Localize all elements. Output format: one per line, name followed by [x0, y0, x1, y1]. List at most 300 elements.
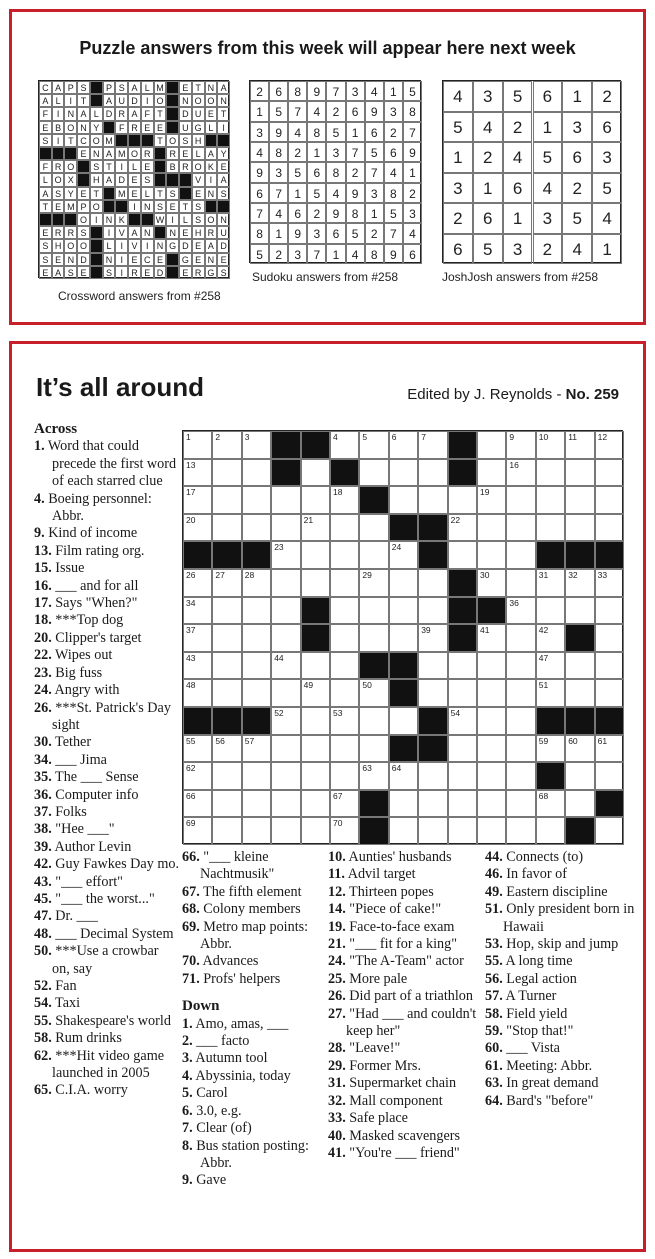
- grid-square[interactable]: [271, 652, 300, 680]
- grid-square[interactable]: [389, 569, 418, 597]
- answer-cell: [39, 266, 52, 279]
- grid-square[interactable]: [389, 624, 418, 652]
- grid-square[interactable]: [389, 541, 418, 569]
- grid-square[interactable]: [418, 597, 447, 625]
- clue-text: Tether: [51, 734, 92, 751]
- grid-square[interactable]: [212, 652, 241, 680]
- clue-across-67: [182, 884, 327, 901]
- grid-square[interactable]: [212, 569, 241, 597]
- grid-square[interactable]: [271, 790, 300, 818]
- grid-square[interactable]: [212, 459, 241, 487]
- answer-letter: L: [182, 215, 188, 225]
- grid-square[interactable]: [506, 679, 535, 707]
- grid-square[interactable]: [330, 541, 359, 569]
- clue-text: "___ effort": [51, 873, 123, 890]
- grid-square[interactable]: [242, 735, 271, 763]
- grid-square[interactable]: [565, 735, 594, 763]
- grid-square[interactable]: [506, 817, 535, 845]
- cell-digit: 3: [542, 209, 553, 228]
- grid-square[interactable]: [359, 541, 388, 569]
- number-cell: [473, 234, 503, 265]
- grid-square[interactable]: [330, 597, 359, 625]
- number-cell: [288, 203, 307, 223]
- grid-square[interactable]: [506, 707, 535, 735]
- answer-cell: [39, 121, 52, 134]
- grid-square[interactable]: [301, 514, 330, 542]
- grid-square[interactable]: [359, 735, 388, 763]
- grid-square[interactable]: [301, 790, 330, 818]
- answer-letter: R: [54, 228, 62, 239]
- black-square: [565, 541, 594, 569]
- answer-cell: [192, 147, 205, 160]
- grid-square[interactable]: [242, 790, 271, 818]
- grid-square[interactable]: [418, 624, 447, 652]
- grid-square[interactable]: [595, 762, 624, 790]
- grid-square[interactable]: [565, 762, 594, 790]
- grid-square[interactable]: [477, 486, 506, 514]
- answer-cell: [128, 266, 141, 279]
- number-cell: [326, 183, 345, 203]
- black-square: [217, 200, 230, 213]
- cell-digit: 8: [313, 125, 321, 140]
- number-cell: [592, 112, 622, 143]
- answer-cell: [205, 253, 218, 266]
- black-square: [271, 459, 300, 487]
- grid-square[interactable]: [330, 624, 359, 652]
- number-cell: [269, 101, 288, 121]
- grid-square[interactable]: [536, 486, 565, 514]
- answer-letter: I: [95, 215, 98, 225]
- grid-square[interactable]: [212, 790, 241, 818]
- number-cell: [288, 183, 307, 203]
- grid-square[interactable]: [183, 652, 212, 680]
- grid-square[interactable]: [183, 790, 212, 818]
- grid-square[interactable]: [330, 762, 359, 790]
- grid-square[interactable]: [271, 762, 300, 790]
- clue-down-51: [485, 901, 635, 936]
- grid-square[interactable]: [359, 762, 388, 790]
- number-cell: [403, 203, 422, 223]
- grid-square[interactable]: [271, 486, 300, 514]
- grid-square[interactable]: [506, 597, 535, 625]
- answer-cell: [103, 266, 116, 279]
- clue-number: 41: [480, 625, 490, 636]
- grid-square[interactable]: [389, 762, 418, 790]
- grid-square[interactable]: [595, 597, 624, 625]
- grid-square[interactable]: [183, 762, 212, 790]
- grid-square[interactable]: [506, 735, 535, 763]
- cell-digit: 9: [294, 227, 302, 242]
- clue-number-label: 22.: [34, 647, 52, 664]
- grid-square[interactable]: [565, 459, 594, 487]
- grid-square[interactable]: [536, 569, 565, 597]
- grid-square[interactable]: [448, 735, 477, 763]
- clue-number-label: 7.: [182, 1120, 193, 1137]
- clue-number: 67: [333, 790, 343, 801]
- grid-square[interactable]: [183, 459, 212, 487]
- grid-square[interactable]: [183, 679, 212, 707]
- black-square: [154, 226, 167, 239]
- crossword-grid[interactable]: [182, 430, 623, 844]
- grid-square[interactable]: [242, 514, 271, 542]
- grid-square[interactable]: [359, 459, 388, 487]
- clue-number-label: 42.: [34, 856, 52, 873]
- answer-letter: E: [144, 267, 151, 278]
- answer-letter: F: [144, 109, 150, 120]
- answer-letter: A: [80, 109, 87, 120]
- grid-square[interactable]: [477, 679, 506, 707]
- number-cell: [346, 183, 365, 203]
- answer-cell: [192, 107, 205, 120]
- grid-square[interactable]: [506, 514, 535, 542]
- grid-square[interactable]: [477, 569, 506, 597]
- answer-letter: D: [80, 254, 87, 265]
- clue-down-24: [328, 953, 488, 970]
- answer-cell: [77, 147, 90, 160]
- grid-square[interactable]: [506, 459, 535, 487]
- grid-square[interactable]: [506, 624, 535, 652]
- grid-square[interactable]: [212, 817, 241, 845]
- answer-cell: [90, 160, 103, 173]
- clue-number: 7: [421, 432, 426, 442]
- grid-square[interactable]: [271, 541, 300, 569]
- grid-square[interactable]: [477, 790, 506, 818]
- clue-text: Clear (of): [192, 1120, 252, 1137]
- grid-square[interactable]: [536, 514, 565, 542]
- grid-square[interactable]: [359, 514, 388, 542]
- grid-square[interactable]: [301, 679, 330, 707]
- grid-square[interactable]: [506, 762, 535, 790]
- grid-square[interactable]: [418, 486, 447, 514]
- grid-square[interactable]: [183, 514, 212, 542]
- answer-cell: [128, 121, 141, 134]
- black-square: [448, 459, 477, 487]
- grid-square[interactable]: [506, 652, 535, 680]
- grid-square[interactable]: [242, 597, 271, 625]
- grid-square[interactable]: [506, 569, 535, 597]
- grid-square[interactable]: [536, 790, 565, 818]
- answer-cell: [103, 213, 116, 226]
- grid-square[interactable]: [242, 817, 271, 845]
- grid-square[interactable]: [477, 817, 506, 845]
- clue-number: 32: [568, 570, 578, 580]
- grid-square[interactable]: [506, 486, 535, 514]
- grid-square[interactable]: [301, 707, 330, 735]
- grid-square[interactable]: [448, 817, 477, 845]
- answer-letter: U: [182, 122, 189, 133]
- grid-square[interactable]: [418, 652, 447, 680]
- answer-letter: E: [182, 149, 189, 159]
- clue-text: "Hee ___": [51, 821, 115, 838]
- grid-square[interactable]: [477, 431, 506, 459]
- grid-square[interactable]: [330, 790, 359, 818]
- grid-square[interactable]: [271, 514, 300, 542]
- grid-square[interactable]: [418, 817, 447, 845]
- grid-square[interactable]: [301, 486, 330, 514]
- answer-cell: [217, 94, 230, 107]
- answer-cell: [205, 160, 218, 173]
- grid-square[interactable]: [477, 735, 506, 763]
- grid-square[interactable]: [271, 735, 300, 763]
- answer-cell: [52, 81, 65, 94]
- number-cell: [365, 81, 384, 101]
- grid-square[interactable]: [242, 486, 271, 514]
- grid-square[interactable]: [330, 707, 359, 735]
- grid-square[interactable]: [595, 679, 624, 707]
- grid-square[interactable]: [212, 735, 241, 763]
- grid-square[interactable]: [477, 514, 506, 542]
- grid-square[interactable]: [330, 486, 359, 514]
- grid-square[interactable]: [301, 735, 330, 763]
- answer-letter: Y: [93, 122, 100, 133]
- answer-letter: T: [42, 201, 49, 212]
- grid-square[interactable]: [242, 762, 271, 790]
- grid-square[interactable]: [565, 569, 594, 597]
- grid-square[interactable]: [595, 624, 624, 652]
- grid-square[interactable]: [477, 707, 506, 735]
- answer-letter: F: [42, 109, 49, 120]
- clue-across-17: [34, 595, 179, 612]
- grid-square[interactable]: [359, 569, 388, 597]
- black-square: [166, 94, 179, 107]
- clue-down-49: [485, 884, 635, 901]
- grid-square[interactable]: [389, 459, 418, 487]
- grid-square[interactable]: [595, 652, 624, 680]
- grid-square[interactable]: [183, 624, 212, 652]
- answer-cell: [192, 173, 205, 186]
- grid-square[interactable]: [330, 679, 359, 707]
- grid-square[interactable]: [183, 569, 212, 597]
- grid-square[interactable]: [595, 514, 624, 542]
- grid-square[interactable]: [359, 431, 388, 459]
- grid-square[interactable]: [212, 431, 241, 459]
- cell-digit: 2: [294, 146, 302, 160]
- grid-square[interactable]: [389, 790, 418, 818]
- grid-square[interactable]: [183, 597, 212, 625]
- grid-square[interactable]: [301, 569, 330, 597]
- grid-square[interactable]: [389, 597, 418, 625]
- grid-square[interactable]: [477, 652, 506, 680]
- grid-square[interactable]: [448, 679, 477, 707]
- grid-square[interactable]: [536, 431, 565, 459]
- grid-square[interactable]: [330, 514, 359, 542]
- grid-square[interactable]: [359, 597, 388, 625]
- clue-text: In great demand: [502, 1075, 599, 1092]
- grid-square[interactable]: [536, 735, 565, 763]
- answer-cell: [103, 253, 116, 266]
- grid-square[interactable]: [271, 817, 300, 845]
- answer-cell: [103, 94, 116, 107]
- number-cell: [443, 203, 473, 234]
- clue-text: "___ the worst...": [51, 890, 155, 907]
- answer-cell: [154, 94, 167, 107]
- grid-square[interactable]: [271, 707, 300, 735]
- clue-number: 18: [333, 487, 343, 498]
- cell-digit: 1: [332, 247, 340, 262]
- number-cell: [250, 122, 269, 142]
- grid-square[interactable]: [536, 624, 565, 652]
- grid-square[interactable]: [212, 514, 241, 542]
- grid-square[interactable]: [330, 652, 359, 680]
- grid-square[interactable]: [565, 431, 594, 459]
- grid-square[interactable]: [242, 652, 271, 680]
- grid-square[interactable]: [301, 652, 330, 680]
- grid-square[interactable]: [330, 431, 359, 459]
- answer-cell: [128, 253, 141, 266]
- grid-square[interactable]: [242, 624, 271, 652]
- answer-cell: [128, 187, 141, 200]
- cell-digit: 7: [389, 227, 397, 242]
- black-square: [166, 107, 179, 120]
- grid-square[interactable]: [212, 597, 241, 625]
- grid-square[interactable]: [477, 624, 506, 652]
- grid-square[interactable]: [595, 431, 624, 459]
- clue-text: 3.0, e.g.: [192, 1102, 242, 1119]
- grid-square[interactable]: [183, 817, 212, 845]
- grid-square[interactable]: [448, 541, 477, 569]
- answer-letter: B: [55, 122, 62, 133]
- grid-square[interactable]: [418, 431, 447, 459]
- answer-cell: [141, 147, 154, 160]
- answer-letter: E: [156, 122, 163, 133]
- grid-square[interactable]: [565, 597, 594, 625]
- grid-square[interactable]: [448, 486, 477, 514]
- answer-cell: [141, 107, 154, 120]
- cell-digit: 5: [389, 207, 397, 221]
- grid-square[interactable]: [565, 652, 594, 680]
- number-cell: [403, 183, 422, 203]
- grid-square[interactable]: [212, 762, 241, 790]
- grid-square[interactable]: [477, 541, 506, 569]
- answer-cell: [90, 134, 103, 147]
- grid-square[interactable]: [212, 679, 241, 707]
- grid-square[interactable]: [565, 679, 594, 707]
- clue-number-label: 9.: [182, 1172, 193, 1189]
- clue-number-label: 4.: [34, 490, 45, 507]
- grid-square[interactable]: [506, 790, 535, 818]
- number-cell: [533, 203, 563, 234]
- grid-square[interactable]: [536, 679, 565, 707]
- grid-square[interactable]: [389, 431, 418, 459]
- answer-letter: I: [171, 215, 174, 225]
- black-square: [39, 147, 52, 160]
- clue-text: Dr. ___: [51, 908, 98, 925]
- number-cell: [533, 173, 563, 204]
- answer-letter: G: [169, 241, 177, 252]
- grid-square[interactable]: [183, 486, 212, 514]
- grid-square[interactable]: [448, 707, 477, 735]
- grid-square[interactable]: [271, 597, 300, 625]
- grid-square[interactable]: [418, 762, 447, 790]
- grid-square[interactable]: [595, 735, 624, 763]
- grid-square[interactable]: [242, 569, 271, 597]
- grid-square[interactable]: [536, 597, 565, 625]
- answer-letter: E: [182, 267, 189, 278]
- grid-square[interactable]: [448, 514, 477, 542]
- grid-square[interactable]: [565, 514, 594, 542]
- grid-square[interactable]: [477, 459, 506, 487]
- grid-square[interactable]: [418, 679, 447, 707]
- grid-square[interactable]: [418, 569, 447, 597]
- grid-square[interactable]: [448, 762, 477, 790]
- grid-square[interactable]: [212, 486, 241, 514]
- black-square: [418, 514, 447, 542]
- number-cell: [269, 203, 288, 223]
- number-cell: [346, 142, 365, 162]
- answer-cell: [103, 239, 116, 252]
- grid-square[interactable]: [565, 790, 594, 818]
- grid-square[interactable]: [506, 541, 535, 569]
- grid-square[interactable]: [271, 679, 300, 707]
- grid-square[interactable]: [183, 735, 212, 763]
- clue-number: 52: [274, 708, 284, 718]
- grid-square[interactable]: [536, 459, 565, 487]
- grid-square[interactable]: [330, 817, 359, 845]
- grid-square[interactable]: [271, 569, 300, 597]
- grid-square[interactable]: [242, 679, 271, 707]
- number-cell: [473, 112, 503, 143]
- black-square: [179, 187, 192, 200]
- grid-square[interactable]: [448, 790, 477, 818]
- clue-text: Big fuss: [51, 664, 103, 681]
- grid-square[interactable]: [448, 652, 477, 680]
- grid-square[interactable]: [506, 431, 535, 459]
- grid-square[interactable]: [242, 459, 271, 487]
- grid-square[interactable]: [565, 486, 594, 514]
- grid-square[interactable]: [595, 486, 624, 514]
- answer-cell: [128, 239, 141, 252]
- number-cell: [250, 183, 269, 203]
- answer-cell: [128, 81, 141, 94]
- grid-square[interactable]: [330, 735, 359, 763]
- grid-square[interactable]: [359, 707, 388, 735]
- grid-square[interactable]: [389, 707, 418, 735]
- answer-cell: [52, 239, 65, 252]
- answer-cell: [141, 187, 154, 200]
- grid-square[interactable]: [212, 624, 241, 652]
- grid-square[interactable]: [330, 569, 359, 597]
- grid-square[interactable]: [595, 459, 624, 487]
- grid-square[interactable]: [359, 679, 388, 707]
- grid-square[interactable]: [242, 431, 271, 459]
- grid-square[interactable]: [418, 459, 447, 487]
- grid-square[interactable]: [595, 817, 624, 845]
- clue-text: Mall component: [345, 1092, 443, 1109]
- grid-square[interactable]: [359, 624, 388, 652]
- answer-cell: [90, 200, 103, 213]
- cell-digit: 1: [512, 209, 523, 228]
- grid-square[interactable]: [389, 486, 418, 514]
- grid-square[interactable]: [301, 541, 330, 569]
- grid-square[interactable]: [271, 624, 300, 652]
- grid-square[interactable]: [301, 762, 330, 790]
- grid-square[interactable]: [183, 431, 212, 459]
- grid-square[interactable]: [477, 762, 506, 790]
- grid-square[interactable]: [418, 790, 447, 818]
- clue-number-label: 64.: [485, 1092, 503, 1109]
- grid-square[interactable]: [536, 652, 565, 680]
- grid-square[interactable]: [595, 569, 624, 597]
- grid-square[interactable]: [389, 817, 418, 845]
- grid-square[interactable]: [301, 817, 330, 845]
- answer-cell: [205, 173, 218, 186]
- grid-square[interactable]: [536, 817, 565, 845]
- answer-letter: S: [182, 135, 189, 146]
- grid-square[interactable]: [301, 459, 330, 487]
- cell-digit: 7: [275, 186, 282, 201]
- clue-number: 48: [186, 680, 196, 691]
- answer-letter: U: [194, 109, 202, 120]
